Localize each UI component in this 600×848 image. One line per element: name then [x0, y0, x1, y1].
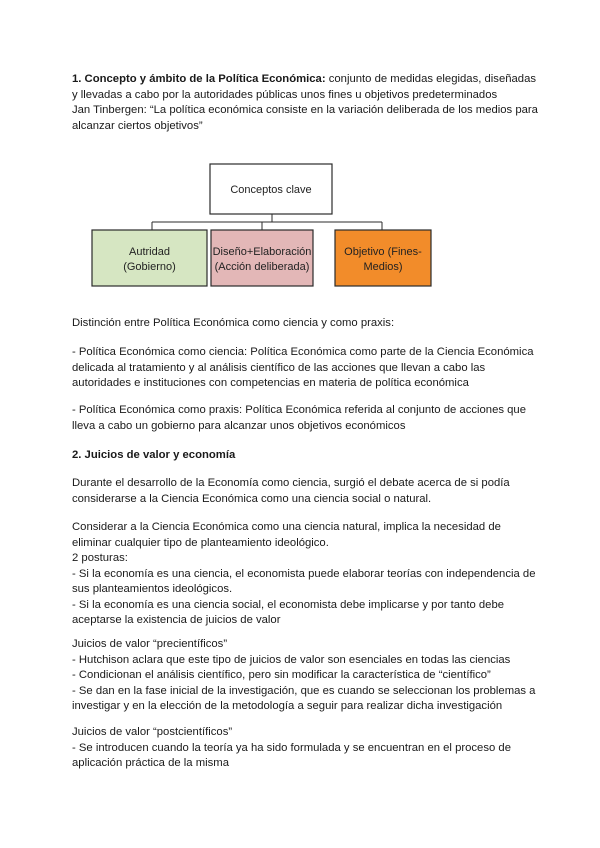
precientificos-item-3: - Se dan en la fase inicial de la investigación, que es cuando se seleccionan los problemas a investigar y en la elección de la metodología a seguir para realizar dicha investigación [72, 684, 536, 712]
posturas-label: 2 posturas: [72, 552, 128, 564]
section-2-p1-text: Durante el desarrollo de la Economía como ciencia, surgió el debate acerca de si podía considerarse a la Ciencia Económica como una ciencia social o natural. [72, 477, 510, 505]
postcientificos-block [72, 725, 542, 772]
top-box-conceptos-clave [210, 164, 332, 214]
precientificos-title: Juicios de valor “precientíficos” [72, 638, 228, 650]
postcientificos-title: Juicios de valor “postcientíficos” [72, 726, 233, 738]
section-2-paragraph-2 [72, 520, 542, 629]
distinction-ciencia-text: - Política Económica como ciencia: Política Económica como parte de la Ciencia Económica delicada al tratamiento y al análisis científico de las acciones que llevan a cabo las autoridades e instituciones con competencias en materia de política económica [72, 346, 534, 389]
section-2-paragraph-1 [72, 476, 542, 507]
distinction-intro-text: Distinción entre Política Económica como ciencia y como praxis: [72, 317, 395, 329]
section-2-heading-text: 2. Juicios de valor y economía [72, 449, 236, 461]
box-objetivo [335, 230, 431, 286]
postura-2: - Si la economía es una ciencia social, el economista debe implicarse y por tanto debe aceptarse la existencia de juicios de valor [72, 598, 505, 626]
section-2-p2-text: Considerar a la Ciencia Económica como una ciencia natural, implica la necesidad de eliminar cualquier tipo de planteamiento ideológico. [72, 521, 501, 549]
definition-text: conjunto de medidas elegidas, diseñadas y llevadas a cabo por la autoridades públicas unos fines u objetivos predeterminados [72, 73, 537, 101]
box-diseno-line2: (Acción deliberada) [214, 261, 310, 273]
box-diseno-line1: Diseño+Elaboración [212, 246, 312, 258]
box-autoridad-line2: (Gobierno) [123, 261, 176, 273]
precientificos-item-1: - Hutchison aclara que este tipo de juicios de valor son esenciales en todas las ciencias [72, 653, 511, 666]
top-box-label: Conceptos clave [230, 184, 312, 196]
distinction-praxis [72, 403, 542, 434]
box-diseno [211, 230, 313, 286]
distinction-intro [72, 316, 542, 332]
box-objetivo-line2: Medios) [363, 261, 403, 273]
box-autoridad-line1: Autridad [129, 246, 170, 258]
precientificos-item-2: - Condicionan el análisis científico, pero sin modificar la característica de “científico” [72, 669, 491, 681]
postura-1: - Si la economía es una ciencia, el economista puede elaborar teorías con independencia de sus planteamientos ideológicos. [72, 567, 536, 595]
distinction-praxis-text: - Política Económica como praxis: Política Económica referida al conjunto de acciones que lleva a cabo un gobierno para alcanzar unos objetivos económicos [72, 404, 526, 432]
box-objetivo-line1: Objetivo (Fines- [344, 246, 422, 258]
section-1-heading: 1. Concepto y ámbito de la Política Económica: [72, 73, 326, 85]
precientificos-block [72, 637, 542, 715]
distinction-ciencia [72, 345, 542, 392]
box-autoridad [92, 230, 207, 286]
diagram-connectors [152, 214, 382, 230]
tinbergen-quote: Jan Tinbergen: “La política económica consiste en la variación deliberada de los medios para alcanzar ciertos objetivos” [72, 104, 538, 132]
concepts-diagram [0, 0, 600, 300]
section-2-heading [72, 448, 542, 464]
postcientificos-item-1: - Se introducen cuando la teoría ya ha sido formulada y se encuentran en el proceso de aplicación práctica de la misma [72, 741, 511, 769]
